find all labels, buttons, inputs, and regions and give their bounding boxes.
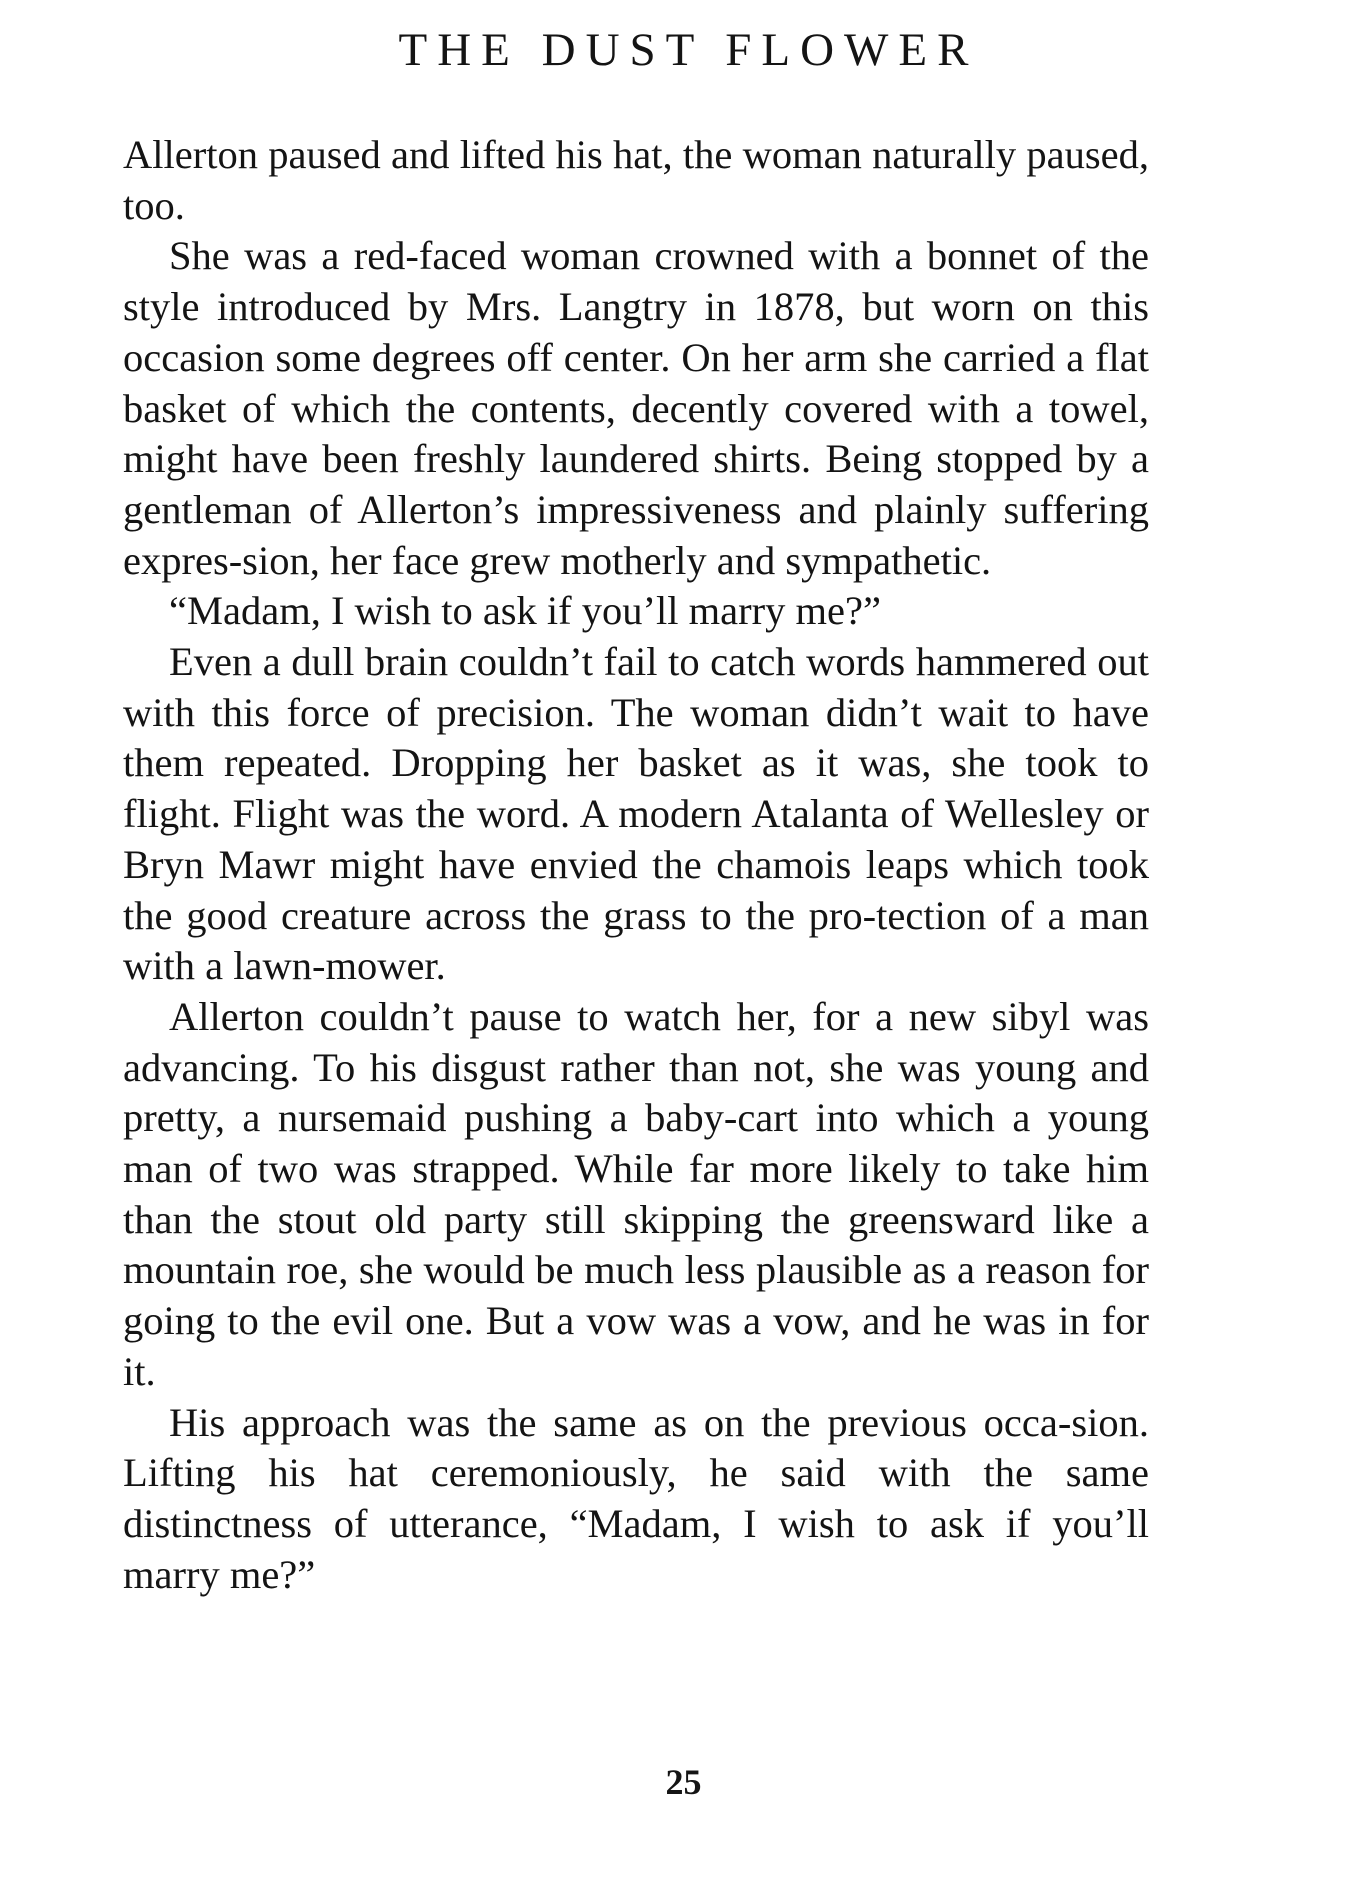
paragraph: Allerton couldn’t pause to watch her, for a new sibyl was advancing. To his disgust rather than not, she was young and pretty, a nursemaid pushing a baby-cart into which a young man of two was strapped. While far more likely to take him than the stout old party still skipping the greensward like a mountain roe, she would be much less plausible as a reason for going to the evil one. But a vow was a vow, and he was in for it. [123,993,1149,1394]
paragraph: Even a dull brain couldn’t fail to catch words hammered out with this force of precision. The woman didn’t wait to have them repeated. Dropping her basket as it was, she took to flight. Flight was the word. A modern Atalanta of Wellesley or Bryn Mawr might have envied the chamois leaps which took the good creature across the grass to the pro-tection of a man with a lawn-mower. [123,639,1149,989]
page-number: 25 [665,1762,702,1802]
paragraph: His approach was the same as on the previous occa-sion. Lifting his hat ceremoniously, he said with the same distinctness of utterance, “Madam, I wish to ask if you’ll marry me?” [123,1399,1149,1597]
running-title: THE DUST FLOWER [398,24,979,76]
paragraph: She was a red-faced woman crowned with a bonnet of the style introduced by Mrs. Langtry in 1878, but worn on this occasion some degrees off center. On her arm she carried a flat basket of which the contents, decently covered with a towel, might have been freshly laundered shirts. Being stopped by a gentleman of Allerton’s impressiveness and plainly suffering expres-sion, her face grew motherly and sympathetic. [123,233,1149,583]
paragraph: Allerton paused and lifted his hat, the woman naturally paused, too. [123,132,1149,228]
paragraph: “Madam, I wish to ask if you’ll marry me?” [169,588,881,634]
body-text [123,130,1149,1600]
